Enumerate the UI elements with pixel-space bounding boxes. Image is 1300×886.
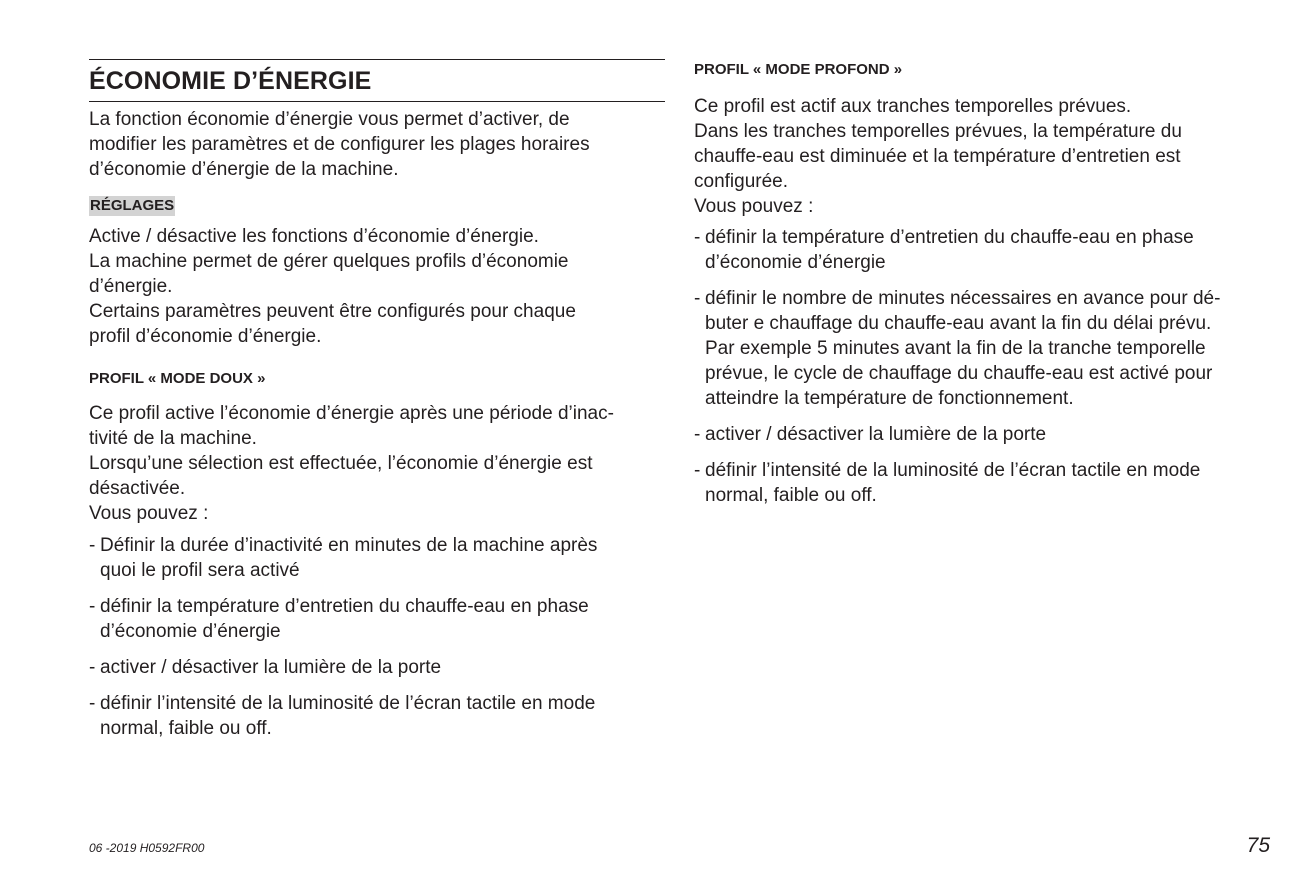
- intro-paragraph: La fonction économie d’énergie vous permet d’activer, de modifier les paramètres et de configurer les plages horaires d’économie d’énergie de la machine.: [89, 109, 590, 180]
- list-item: - activer / désactiver la lumière de la porte: [694, 422, 1220, 447]
- list-item: - définir l’intensité de la luminosité de l’écran tactile en mode normal, faible ou off.: [694, 458, 1220, 508]
- list-item: - Définir la durée d’inactivité en minutes de la machine après quoi le profil sera activé: [89, 533, 597, 583]
- profile-deep-heading: PROFIL « MODE PROFOND »: [694, 61, 903, 78]
- list-item: - définir le nombre de minutes nécessaires en avance pour dé- buter e chauffage du chauffe-eau avant la fin du délai prévu. Par exemple 5 minutes avant la fin de la tranche temporelle prévue, le cycle de chauffage du chauffe-eau est activé pour atteindre la température de fonctionnement.: [694, 286, 1220, 411]
- list-item: - définir l’intensité de la luminosité de l’écran tactile en mode normal, faible ou off.: [89, 691, 597, 741]
- list-item: - activer / désactiver la lumière de la porte: [89, 655, 597, 680]
- list-item: - définir la température d’entretien du chauffe-eau en phase d’économie d’énergie: [89, 594, 597, 644]
- list-item: - définir la température d’entretien du chauffe-eau en phase d’économie d’énergie: [694, 225, 1220, 275]
- page-number: 75: [1246, 834, 1270, 857]
- profile-soft-heading: PROFIL « MODE DOUX »: [89, 370, 266, 387]
- profile-deep-paragraph: Ce profil est actif aux tranches temporelles prévues. Dans les tranches temporelles prévues, la température du chauffe-eau est diminuée et la température d’entretien est configurée. Vous pouvez :: [694, 96, 1182, 217]
- settings-heading: RÉGLAGES: [90, 197, 175, 214]
- profile-deep-list: [694, 225, 1220, 519]
- section-title: ÉCONOMIE D’ÉNERGIE: [89, 67, 372, 95]
- settings-paragraph: Active / désactive les fonctions d’économie d’énergie. La machine permet de gérer quelques profils d’économie d’énergie. Certains paramètres peuvent être configurés pour chaque profil d’économie d’énergie.: [89, 226, 576, 347]
- section-bottom-rule: [89, 101, 665, 102]
- section-top-rule: [89, 59, 665, 60]
- profile-soft-list: [89, 533, 597, 752]
- document-code: 06 -2019 H0592FR00: [89, 841, 205, 855]
- profile-soft-paragraph: Ce profil active l’économie d’énergie après une période d’inac- tivité de la machine. Lorsqu’une sélection est effectuée, l’économie d’énergie est désactivée. Vous pouvez :: [89, 403, 614, 524]
